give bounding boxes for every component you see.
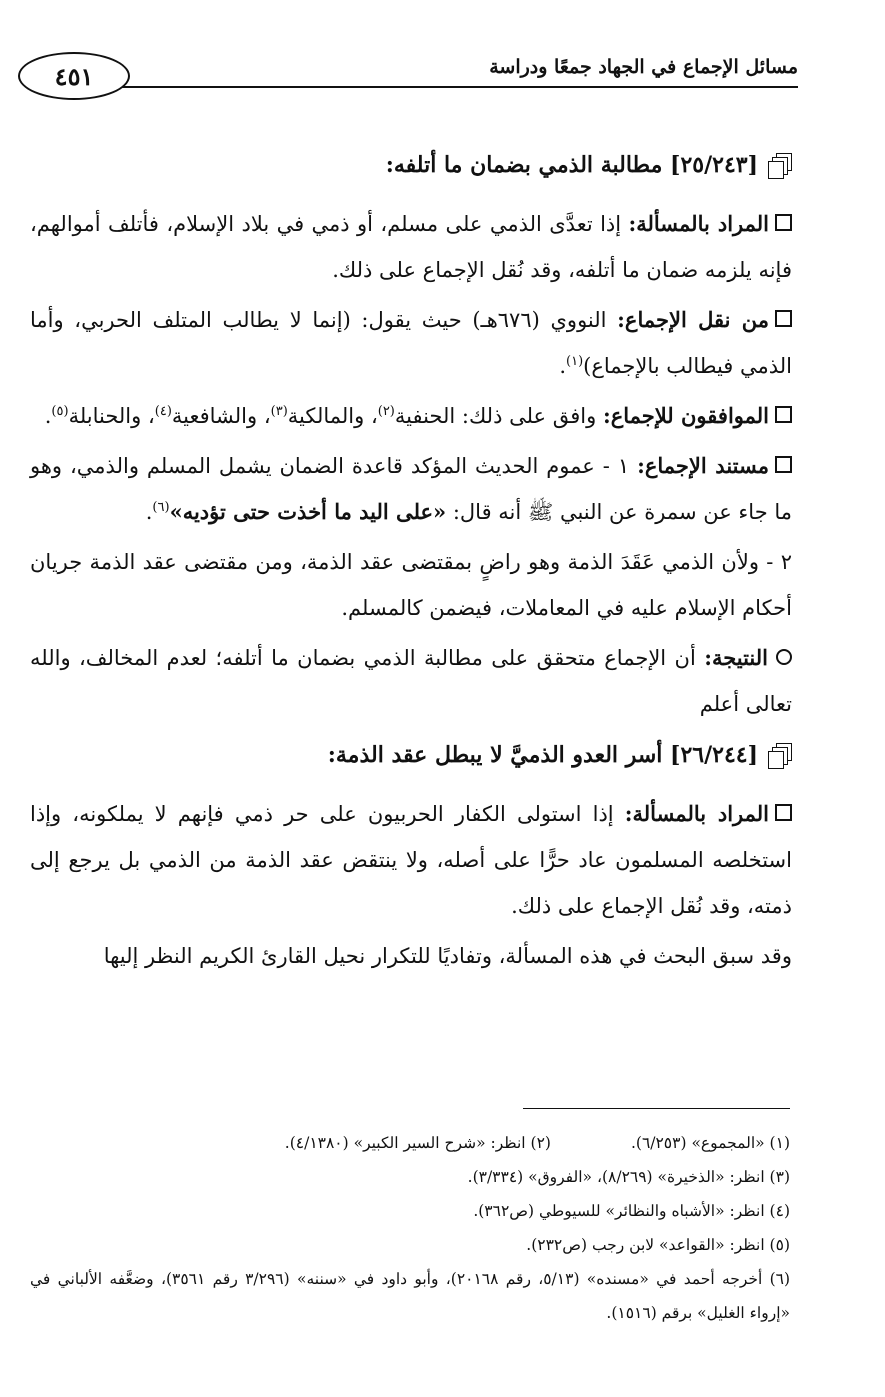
label-transmitters: من نقل الإجماع: bbox=[617, 307, 770, 332]
section-heading-1 bbox=[30, 145, 792, 185]
footnote-separator bbox=[523, 1108, 790, 1109]
square-bullet-icon bbox=[775, 214, 792, 231]
paragraph-transmitters bbox=[30, 297, 792, 389]
paragraph-basis bbox=[30, 443, 792, 535]
square-bullet-icon bbox=[775, 406, 792, 423]
text-concurring-e: . bbox=[44, 404, 52, 428]
footnote-ref-2: (٢) bbox=[377, 404, 395, 419]
text-concurring-a: وافق على ذلك: الحنفية bbox=[394, 404, 603, 428]
text-transmitters: النووي (٦٧٦هـ) حيث يقول: (إنما لا يطالب المتلف الحربي، وأما الذمي فيطالب بالإجماع) bbox=[30, 308, 792, 378]
footnote-ref-1: (١) bbox=[566, 354, 584, 369]
square-bullet-icon bbox=[775, 456, 792, 473]
paragraph-previous: وقد سبق البحث في هذه المسألة، وتفاديًا للتكرار نحيل القارئ الكريم النظر إليها bbox=[103, 944, 792, 968]
paragraph-basis-2: ٢ - ولأن الذمي عَقَدَ الذمة وهو راضٍ بمقتضى عقد الذمة، ومن مقتضى عقد الذمة جريان أحكام الإسلام عليه في المعاملات، فيضمن كالمسلم. bbox=[30, 550, 792, 620]
paragraph-meaning-1 bbox=[30, 201, 792, 293]
footnote-4: (٤) انظر: «الأشباه والنظائر» للسيوطي (ص٣٦٢). bbox=[473, 1202, 790, 1220]
label-meaning: المراد بالمسألة: bbox=[628, 211, 769, 236]
text-basis-end: . bbox=[145, 500, 153, 524]
section-heading-1-text: [٢٥/٢٤٣] مطالبة الذمي بضمان ما أتلفه: bbox=[385, 152, 758, 178]
circle-bullet-icon bbox=[776, 649, 792, 665]
paragraph-result bbox=[30, 635, 792, 727]
footnote-2: (٢) انظر: «شرح السير الكبير» (٤/١٣٨٠). bbox=[284, 1134, 551, 1152]
text-transmitters-end: . bbox=[559, 354, 567, 378]
footnote-row bbox=[30, 1126, 790, 1160]
footnote-ref-5: (٥) bbox=[51, 404, 69, 419]
page-header bbox=[18, 48, 798, 108]
footnote-ref-3: (٣) bbox=[270, 404, 288, 419]
text-basis: ١ - عموم الحديث المؤكد قاعدة الضمان يشمل المسلم والذمي، وهو ما جاء عن سمرة عن النبي ﷺ أنه قال: bbox=[30, 454, 792, 524]
label-result: النتيجة: bbox=[704, 645, 768, 670]
square-bullet-icon bbox=[775, 804, 792, 821]
text-result: أن الإجماع متحقق على مطالبة الذمي بضمان ما أتلفه؛ لعدم المخالف، والله تعالى أعلم bbox=[30, 646, 792, 716]
main-text bbox=[30, 145, 792, 983]
paragraph-meaning-2 bbox=[30, 791, 792, 929]
hadith-quote: «على اليد ما أخذت حتى تؤديه» bbox=[169, 499, 447, 524]
documents-icon bbox=[768, 743, 792, 767]
text-concurring-c: ، والشافعية bbox=[171, 404, 271, 428]
running-title: مسائل الإجماع في الجهاد جمعًا ودراسة bbox=[489, 56, 798, 78]
text-concurring-b: ، والمالكية bbox=[287, 404, 378, 428]
text-meaning-2: إذا استولى الكفار الحربيون على حر ذمي فإنهم لا يملكونه، وإذا استخلصه المسلمون عاد حرًّا على أصله، ولا ينتقض عقد الذمة من الذمي بل يرجع إلى ذمته، وقد نُقل الإجماع على ذلك. bbox=[30, 802, 792, 918]
footnote-ref-6: (٦) bbox=[152, 500, 170, 515]
section-heading-2-text: [٢٦/٢٤٤] أسر العدو الذميَّ لا يبطل عقد الذمة: bbox=[327, 742, 758, 768]
footnote-ref-4: (٤) bbox=[154, 404, 172, 419]
text-meaning: إذا تعدَّى الذمي على مسلم، أو ذمي في بلاد الإسلام، فأتلف أموالهم، فإنه يلزمه ضمان ما أتلفه، وقد نُقل الإجماع على ذلك. bbox=[30, 212, 792, 282]
label-basis: مستند الإجماع: bbox=[637, 453, 769, 478]
footnotes bbox=[30, 1126, 790, 1330]
documents-icon bbox=[768, 153, 792, 177]
label-concurring: الموافقون للإجماع: bbox=[602, 403, 769, 428]
page-number: ٤٥١ bbox=[18, 52, 130, 100]
header-rule bbox=[118, 86, 798, 88]
label-meaning-2: المراد بالمسألة: bbox=[624, 801, 769, 826]
footnote-1: (١) «المجموع» (٦/٢٥٣). bbox=[630, 1134, 790, 1152]
text-concurring-d: ، والحنابلة bbox=[68, 404, 155, 428]
footnote-6: (٦) أخرجه أحمد في «مسنده» (٥/١٣، رقم ٢٠١٦٨)، وأبو داود في «سننه» (٣/٢٩٦ رقم ٣٥٦١)، وضعَّفه الألباني في «إرواء الغليل» برقم (١٥١٦). bbox=[30, 1270, 791, 1322]
square-bullet-icon bbox=[775, 310, 792, 327]
footnote-3: (٣) انظر: «الذخيرة» (٨/٢٦٩)، «الفروق» (٣/٣٣٤). bbox=[467, 1168, 790, 1186]
footnote-5: (٥) انظر: «القواعد» لابن رجب (ص٢٣٢). bbox=[526, 1236, 790, 1254]
paragraph-concurring bbox=[30, 393, 792, 439]
section-heading-2 bbox=[30, 735, 792, 775]
